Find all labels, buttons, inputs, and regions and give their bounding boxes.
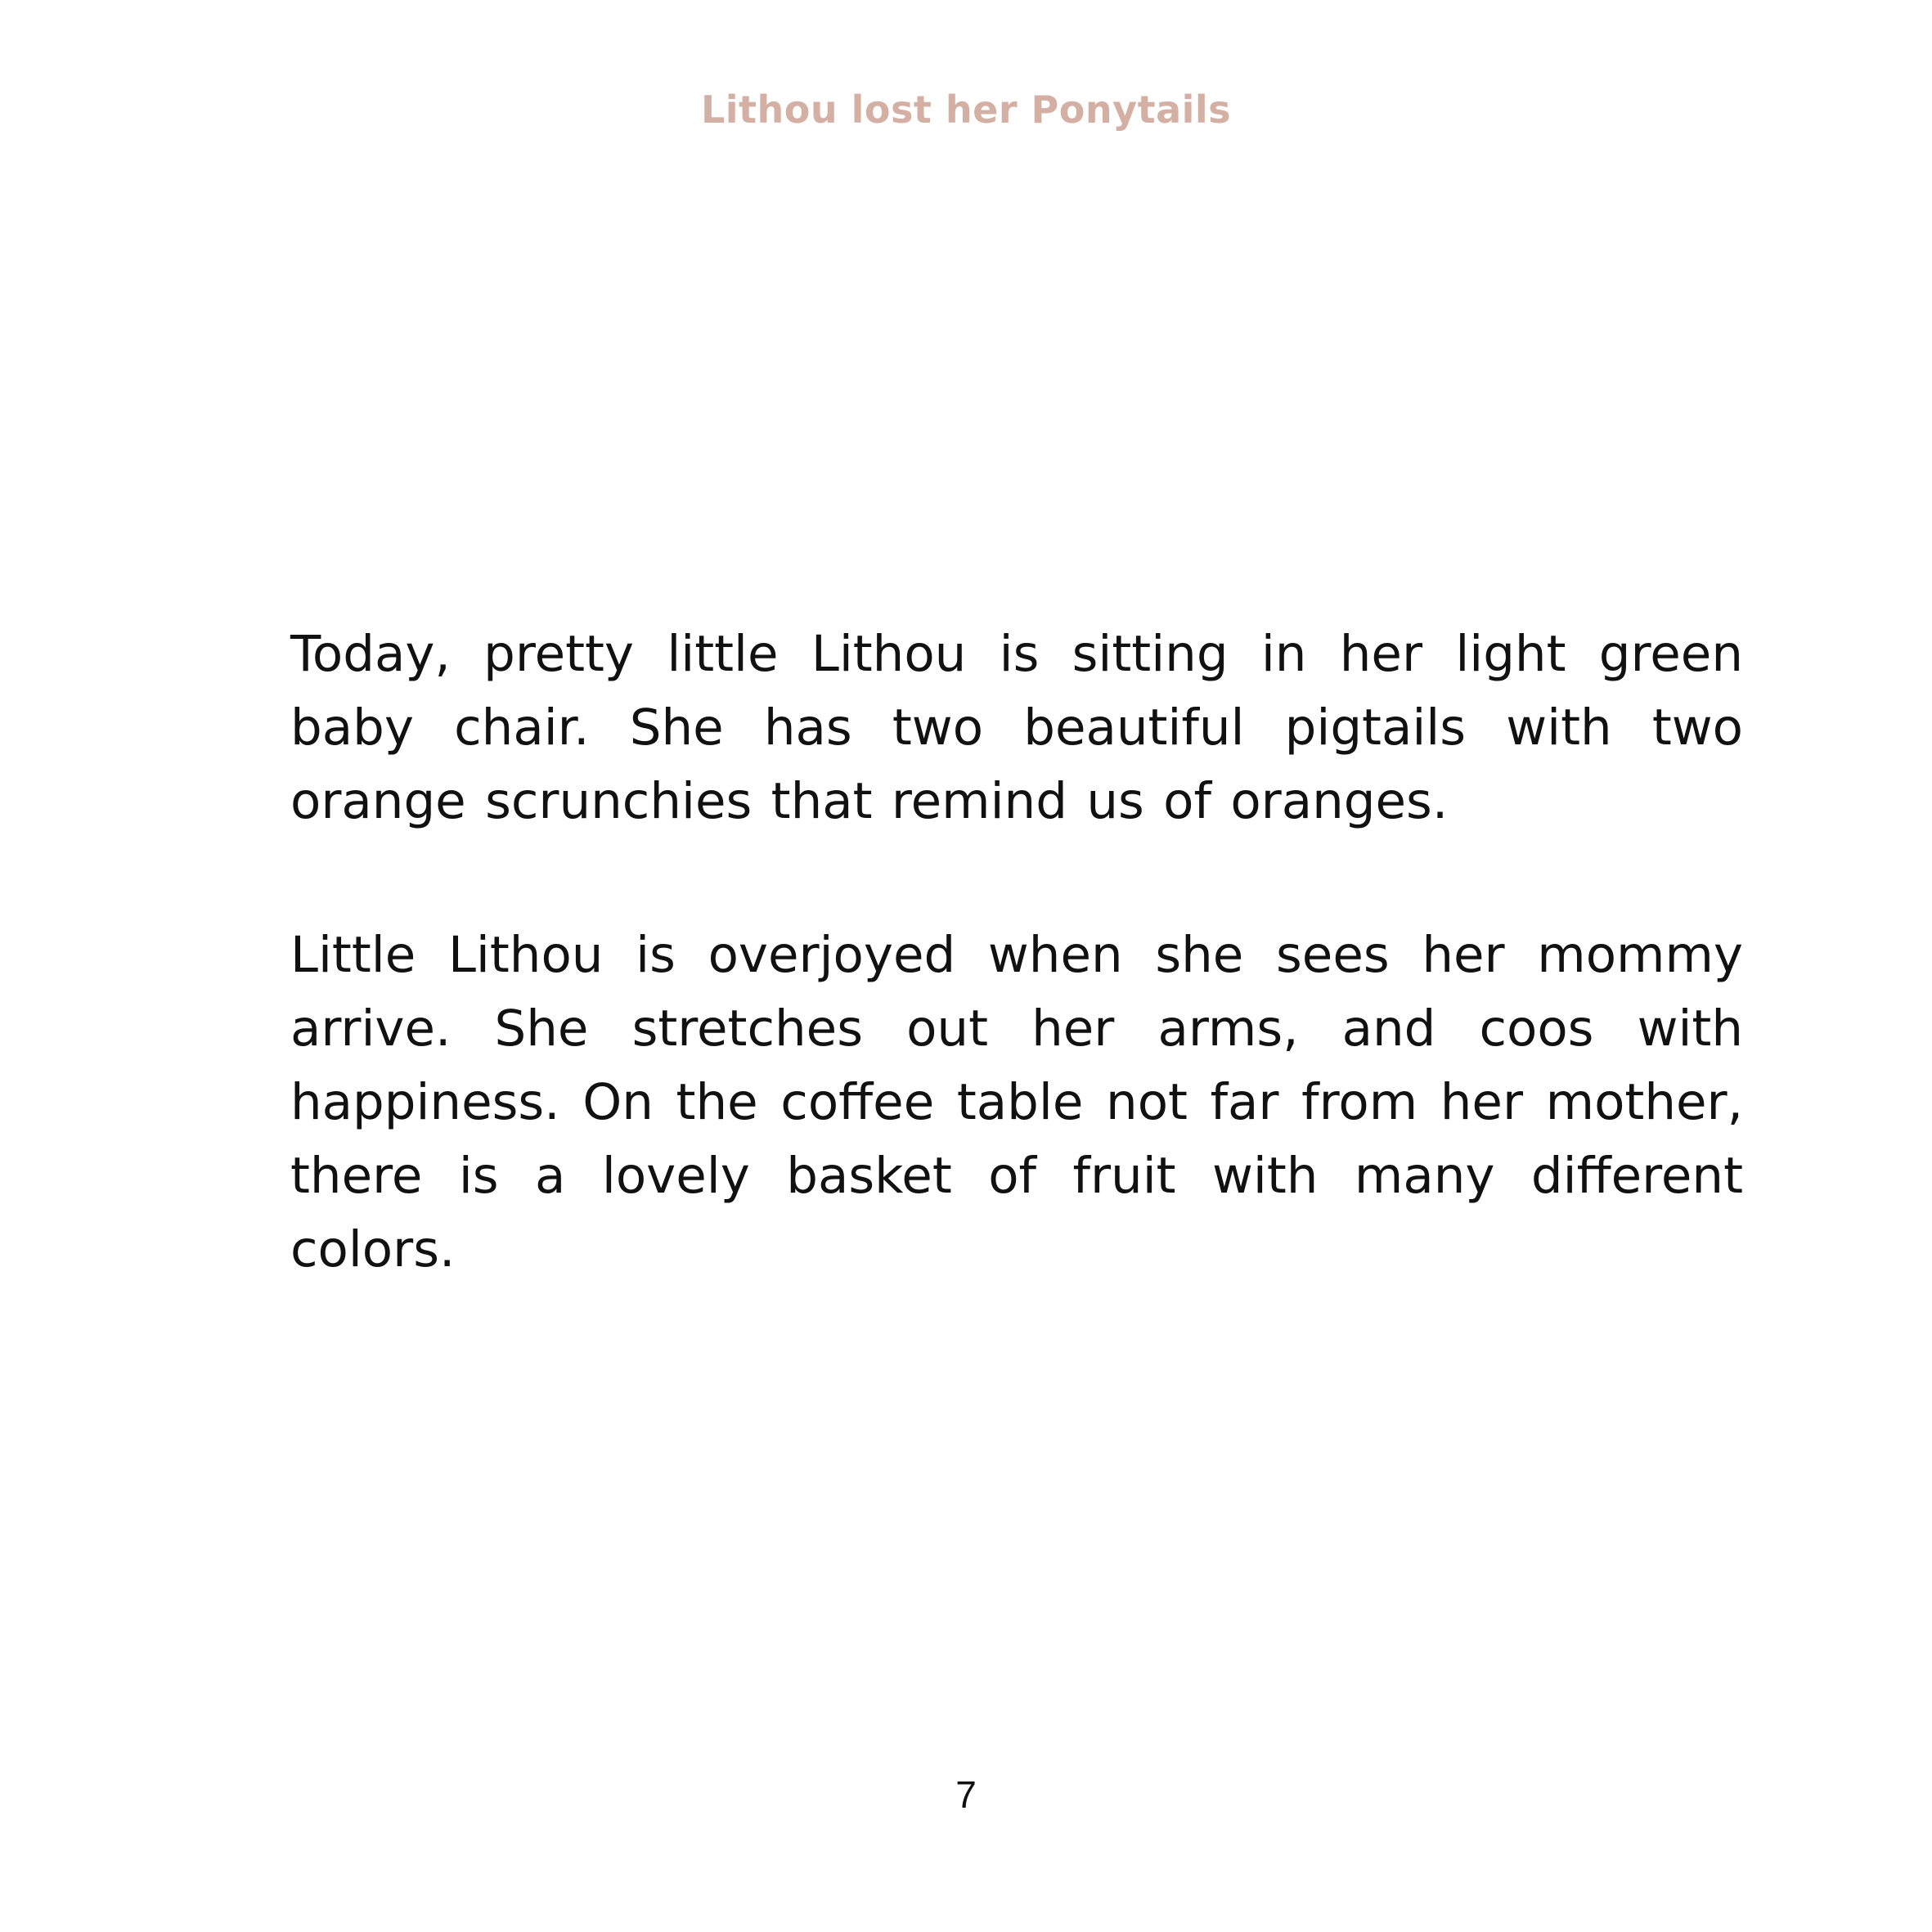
paragraph-2: Little Lithou is overjoyed when she sees her mommy arrive. She stretches out her arms, and coos with happiness. On the coffee table not far from her mother, there is a lovely basket of fruit with many different colors. (290, 926, 1743, 1278)
page-number: 7 (955, 1773, 977, 1816)
paragraph-1: Today, pretty little Lithou is sitting in her light green baby chair. She has two beautiful pigtails with two orange scrunchies that remind us of oranges. (290, 625, 1743, 830)
story-text (290, 618, 1743, 1287)
running-header-title: Lithou lost her Ponytails (700, 88, 1232, 132)
